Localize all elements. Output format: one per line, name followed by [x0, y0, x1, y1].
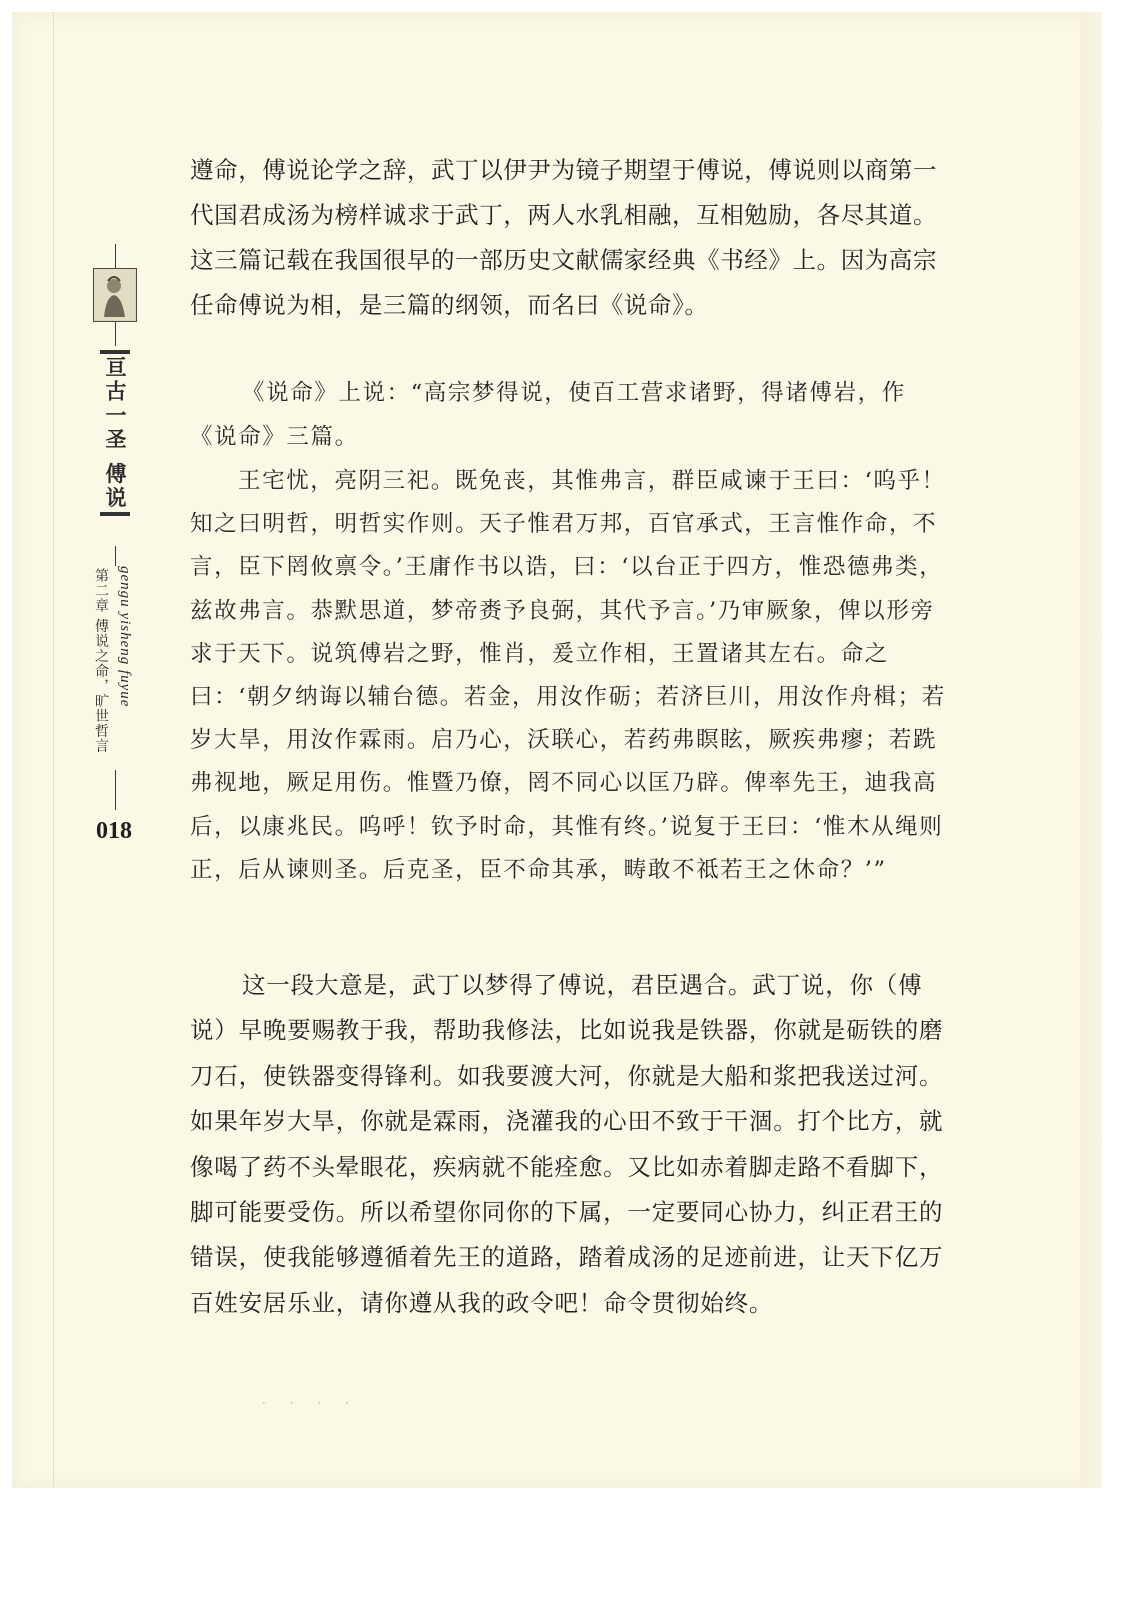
running-chapter-title: 第二章 傅说之命，旷世哲言	[93, 568, 109, 754]
sidebar-rule-top	[115, 244, 116, 268]
scan-speckle: · · · ·	[262, 1396, 359, 1410]
portrait-figure-icon	[94, 269, 135, 320]
quote-paragraph-body: 王宅忧，亮阴三祀。既免丧，其惟弗言，群臣咸谏于王曰：‘呜乎！知之曰明哲，明哲实作则。天子惟君万邦，百官承式，王言惟作命，不言，臣下罔攸禀令。’王庸作书以诰，曰：‘以台正于四方，惟恐德弗类，兹故弗言。恭默思道，梦帝赉予良弼，其代予言。’乃审厥象，俾以形旁求于天下。说筑傅岩之野，惟肖，爰立作相，王置诸其左右。命之曰：‘朝夕纳诲以辅台德。若金，用汝作砺；若济巨川，用汝作舟楫；若岁大旱，用汝作霖雨。启乃心，沃联心，若药弗瞑眩，厥疾弗瘳；若跣弗视地，厥足用伤。惟暨乃僚，罔不同心以匡乃辟。俾率先王，迪我高后，以康兆民。呜呼！钦予时命，其惟有终。’说复于王曰：‘惟木从绳则正，后从谏则圣。后克圣，臣不命其承，畴敢不祗若王之休命？’”	[190, 468, 946, 883]
page-number: 018	[96, 818, 132, 844]
sidebar-rule-bottom	[115, 770, 116, 810]
paragraph-explanation: 这一段大意是，武丁以梦得了傅说，君臣遇合。武丁说，你（傅说）早晚要赐教于我，帮助我修法，比如说我是铁器，你就是砺铁的磨刀石，使铁器变得锋利。如我要渡大河，你就是大船和浆把我送过河。如果年岁大旱，你就是霖雨，浇灌我的心田不致于干涸。打个比方，就像喝了药不头晕眼花，疾病就不能痊愈。又比如赤着脚走路不看脚下，脚可能要受伤。所以希望你同你的下属，一定要同心协力，纠正君王的错误，使我能够遵循着先王的道路，踏着成汤的足迹前进，让天下亿万百姓安居乐业，请你遵从我的政令吧！命令贯彻始终。	[190, 971, 944, 1317]
gutter-line	[53, 12, 54, 1488]
running-pinyin-title: gengu yisheng fuyue	[117, 566, 133, 708]
running-book-title: 亘古一圣 傅说	[100, 350, 130, 516]
sidebar-rule-middle	[115, 322, 116, 346]
page-edge	[1080, 12, 1102, 1488]
sidebar-rule-lower	[115, 546, 116, 566]
quote-paragraph-heading: 《说命》上说：“高宗梦得说，使百工营求诸野，得诸傅岩，作《说命》三篇。	[190, 380, 906, 450]
paragraph-intro: 遵命，傅说论学之辞，武丁以伊尹为镜子期望于傅说，傅说则以商第一代国君成汤为榜样诚求于武丁，两人水乳相融，互相勉励，各尽其道。这三篇记载在我国很早的一部历史文献儒家经典《书经》上。因为高宗任命傅说为相，是三篇的纲领，而名曰《说命》。	[190, 156, 938, 319]
author-portrait-icon	[93, 268, 137, 322]
